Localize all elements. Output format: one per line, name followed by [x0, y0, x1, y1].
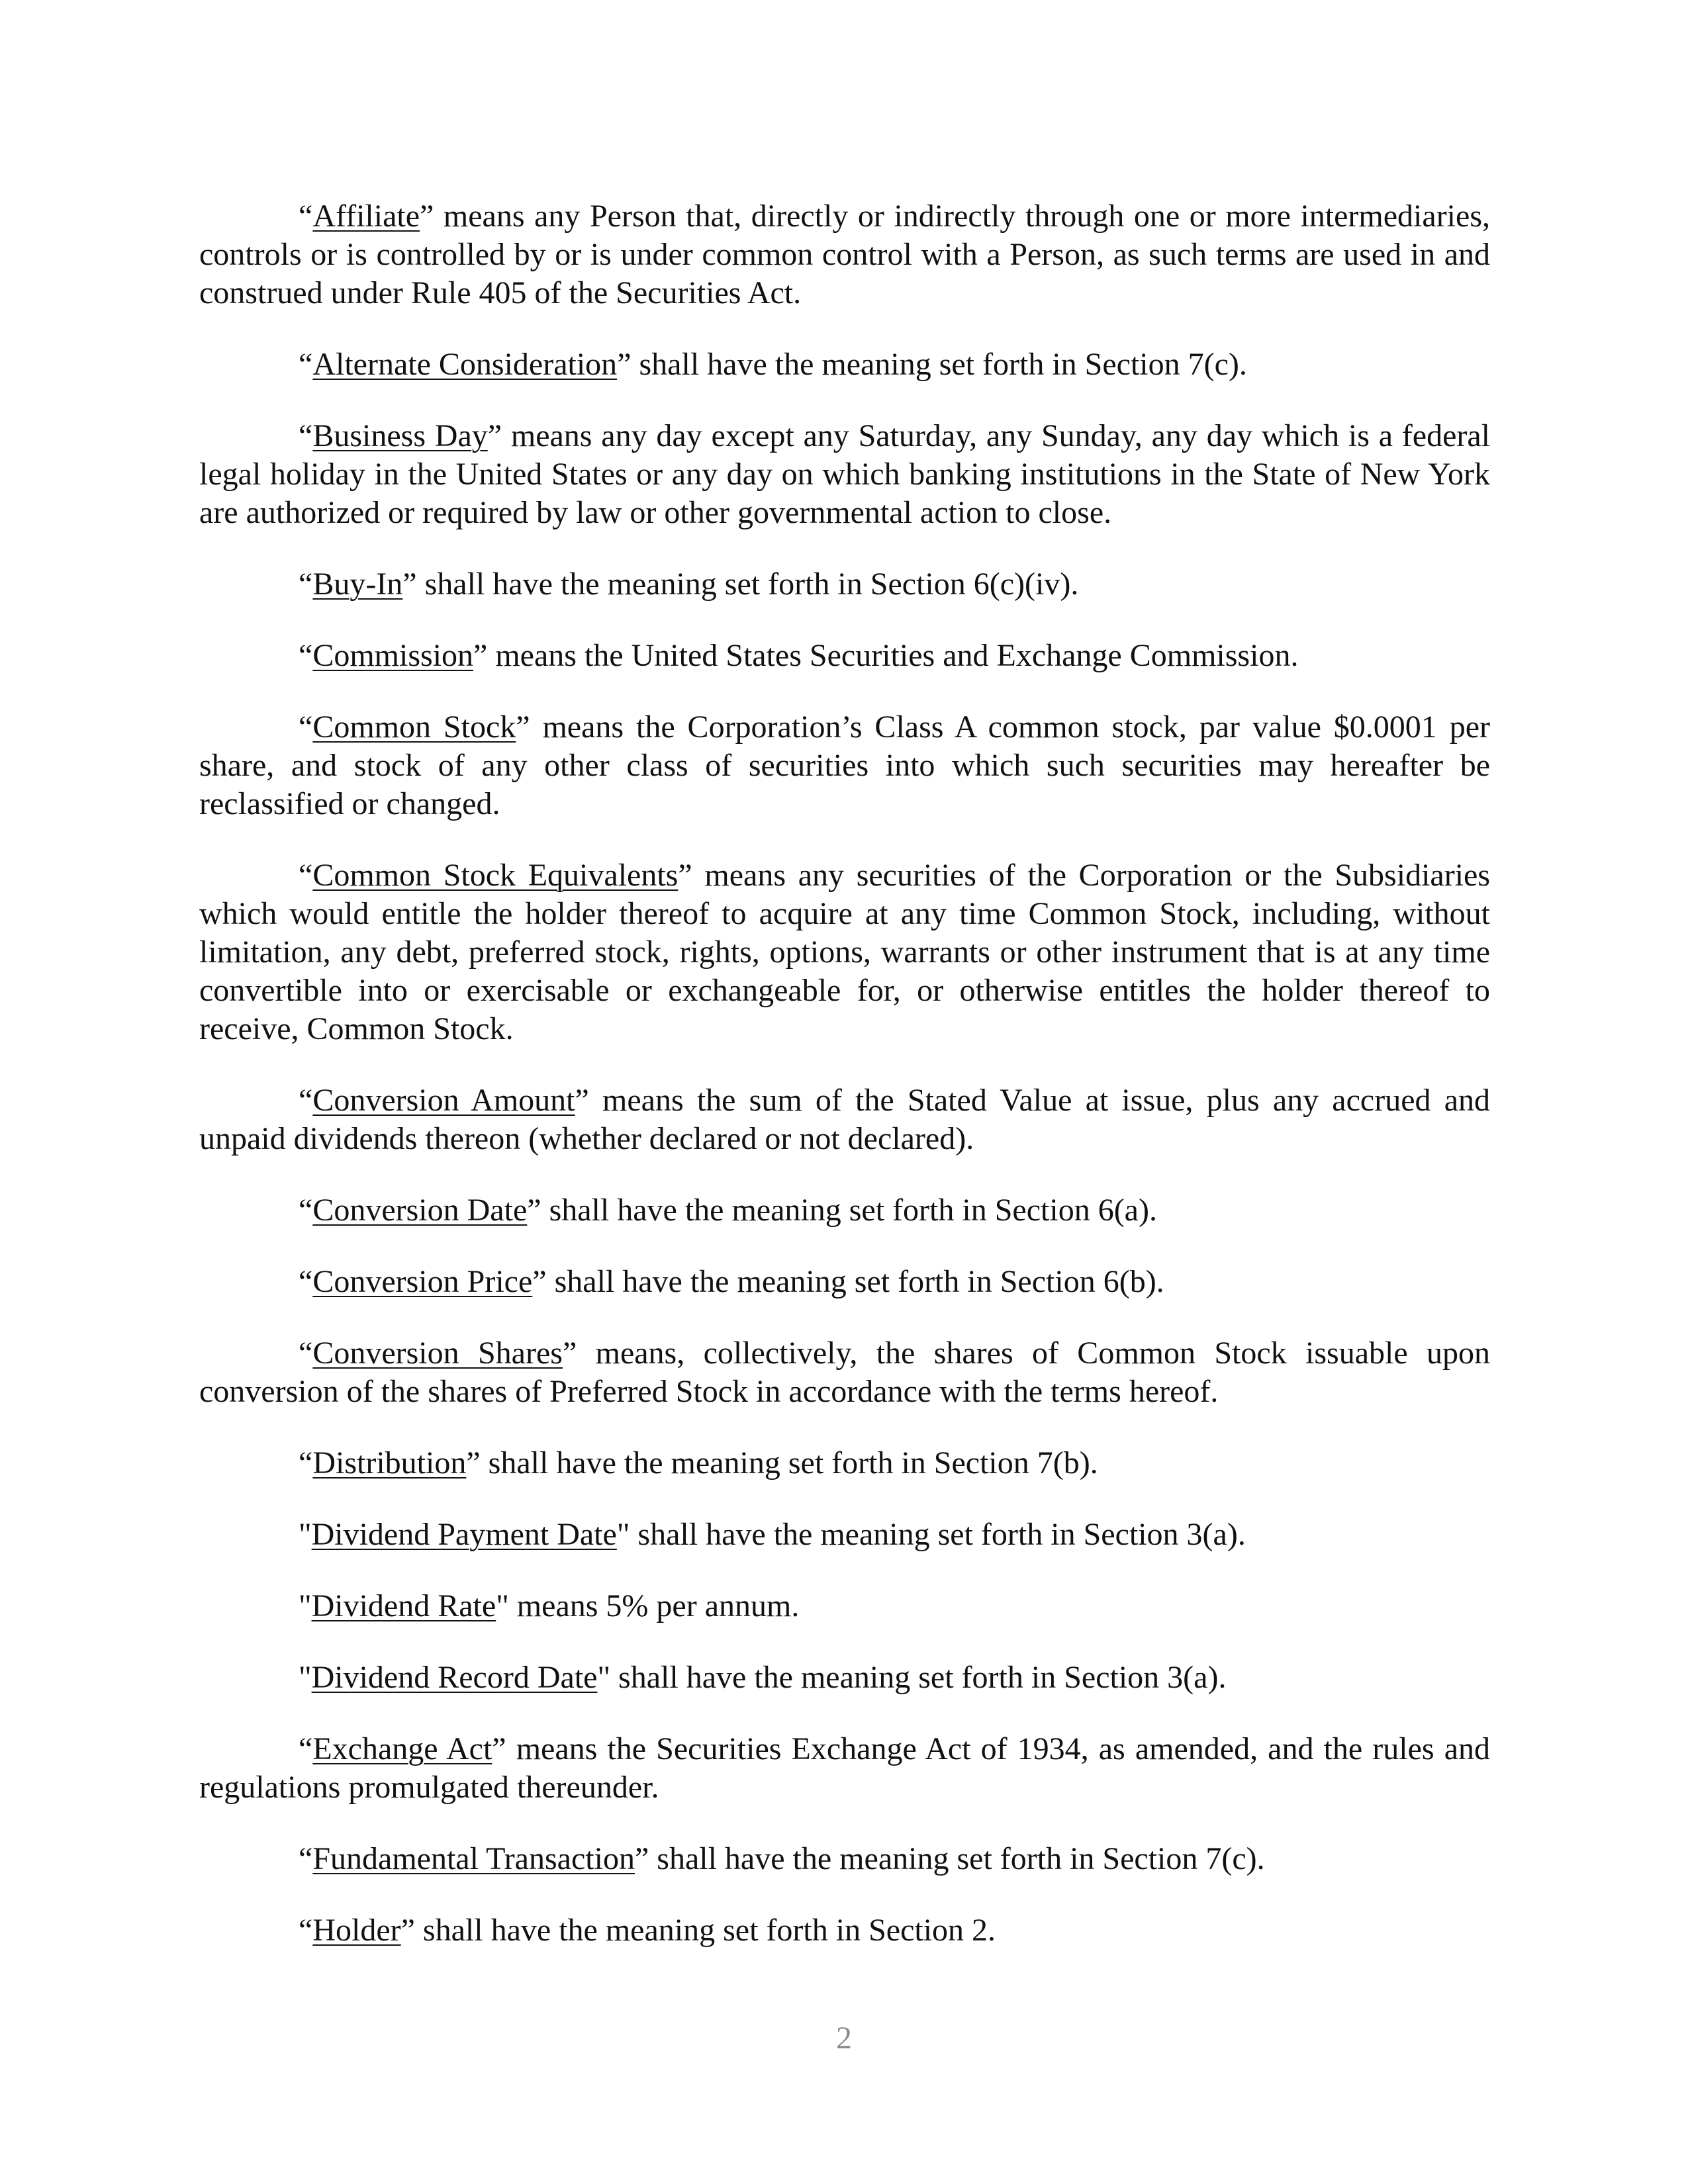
definition-text: shall have the meaning set forth in Section 3(a). [610, 1660, 1227, 1695]
open-quote: " [299, 1660, 312, 1695]
definition-conversion-date [199, 1191, 1490, 1230]
open-quote: " [299, 1588, 312, 1623]
open-quote: “ [299, 347, 313, 382]
defined-term: Conversion Shares [312, 1336, 563, 1371]
defined-term: Holder [312, 1913, 401, 1948]
definition-text: means any securities of the Corporation or the Subsidiaries which would entitle the holder thereof to acquire at any time Common Stock, including, without limitation, any debt, preferred stock, rights, options, warrants or other instrument that is at any time convertible into or exercisable or exchangeable for, or otherwise entitles the holder thereof to receive, Common Stock. [199, 858, 1491, 1046]
defined-term: Commission [312, 638, 474, 673]
definition-text: shall have the meaning set forth in Section 7(c). [631, 347, 1247, 382]
definition-text: means the Corporation’s Class A common stock, par value $0.0001 per share, and stock of any other class of securities into which such securities may hereafter be reclassified or changed. [199, 709, 1490, 821]
definition-holder [199, 1911, 1490, 1950]
open-quote: “ [299, 1731, 313, 1766]
definition-affiliate [199, 197, 1490, 312]
close-quote: ” [532, 1264, 547, 1299]
close-quote: ” [400, 1913, 415, 1948]
defined-term: Buy-In [312, 567, 403, 602]
definition-exchange-act [199, 1730, 1490, 1807]
definition-fundamental-transaction [199, 1840, 1490, 1878]
definition-text: shall have the meaning set forth in Section 3(a). [630, 1517, 1246, 1552]
definition-common-stock [199, 708, 1490, 823]
definition-text: means the sum of the Stated Value at issue, plus any accrued and unpaid dividends thereon (whether declared or not declared). [199, 1083, 1490, 1156]
defined-term: Alternate Consideration [312, 347, 618, 382]
open-quote: “ [299, 858, 313, 893]
definition-conversion-price [199, 1263, 1490, 1301]
defined-term: Exchange Act [312, 1731, 492, 1766]
definition-text: shall have the meaning set forth in Section 7(c). [649, 1841, 1265, 1876]
definition-conversion-amount [199, 1081, 1490, 1158]
defined-term: Dividend Rate [311, 1588, 496, 1623]
close-quote: ” [420, 199, 434, 234]
definition-distribution [199, 1444, 1490, 1482]
open-quote: “ [299, 1193, 313, 1228]
definition-text: means, collectively, the shares of Common Stock issuable upon conversion of the shares of Preferred Stock in accordance with the terms hereof. [199, 1336, 1490, 1409]
defined-term: Fundamental Transaction [312, 1841, 635, 1876]
defined-term: Conversion Amount [312, 1083, 575, 1118]
open-quote: “ [299, 418, 313, 453]
defined-term: Common Stock Equivalents [312, 858, 679, 893]
defined-term: Conversion Price [312, 1264, 533, 1299]
open-quote: “ [299, 199, 313, 234]
close-quote: ” [487, 418, 502, 453]
close-quote: ” [402, 567, 417, 602]
close-quote: ” [492, 1731, 506, 1766]
definition-commission [199, 637, 1490, 675]
definition-text: means 5% per annum. [508, 1588, 800, 1623]
open-quote: “ [299, 1913, 313, 1948]
definition-buy-in [199, 565, 1490, 604]
open-quote: “ [299, 1264, 313, 1299]
open-quote: “ [299, 1445, 313, 1480]
definition-dividend-rate [199, 1587, 1490, 1625]
definition-common-stock-equivalents [199, 856, 1490, 1048]
definition-conversion-shares [199, 1334, 1490, 1411]
close-quote: ” [473, 638, 488, 673]
defined-term: Dividend Record Date [311, 1660, 598, 1695]
close-quote: ” [617, 347, 632, 382]
open-quote: “ [299, 709, 313, 745]
definition-text: shall have the meaning set forth in Section 7(b). [480, 1445, 1098, 1480]
definition-text: shall have the meaning set forth in Section 6(c)(iv). [416, 567, 1079, 602]
definition-text: shall have the meaning set forth in Section 6(b). [546, 1264, 1164, 1299]
definition-text: shall have the meaning set forth in Section 2. [414, 1913, 996, 1948]
definition-dividend-record-date [199, 1659, 1490, 1697]
definition-business-day [199, 417, 1490, 532]
defined-term: Common Stock [312, 709, 516, 745]
defined-term: Affiliate [312, 199, 420, 234]
close-quote: ” [466, 1445, 481, 1480]
definition-text: means any day except any Saturday, any Sunday, any day which is a federal legal holiday in the United States or any day on which banking institutions in the State of New York are authorized or required by law or other governmental action to close. [199, 418, 1490, 530]
defined-term: Conversion Date [312, 1193, 528, 1228]
open-quote: " [299, 1517, 312, 1552]
open-quote: “ [299, 638, 313, 673]
close-quote: ” [562, 1336, 577, 1371]
close-quote: " [597, 1660, 611, 1695]
open-quote: “ [299, 567, 313, 602]
defined-term: Business Day [312, 418, 488, 453]
defined-term: Dividend Payment Date [311, 1517, 617, 1552]
definition-text: means the United States Securities and Exchange Commission. [487, 638, 1299, 673]
page-number: 2 [836, 2021, 852, 2056]
close-quote: ” [516, 709, 530, 745]
close-quote: ” [527, 1193, 541, 1228]
definition-text: means the Securities Exchange Act of 1934, as amended, and the rules and regulations promulgated thereunder. [199, 1731, 1490, 1805]
definitions-list [199, 197, 1490, 1983]
definition-dividend-payment-date [199, 1516, 1490, 1554]
open-quote: “ [299, 1083, 313, 1118]
close-quote: " [496, 1588, 509, 1623]
defined-term: Distribution [312, 1445, 467, 1480]
open-quote: “ [299, 1841, 313, 1876]
definition-text: shall have the meaning set forth in Section 6(a). [541, 1193, 1157, 1228]
close-quote: " [616, 1517, 630, 1552]
close-quote: ” [575, 1083, 589, 1118]
close-quote: ” [678, 858, 692, 893]
definition-alternate-consideration [199, 345, 1490, 384]
close-quote: ” [634, 1841, 649, 1876]
definition-text: means any Person that, directly or indirectly through one or more intermediaries, controls or is controlled by or is under common control with a Person, as such terms are used in and construed under Rule 405 of the Securities Act. [199, 199, 1490, 310]
open-quote: “ [299, 1336, 313, 1371]
